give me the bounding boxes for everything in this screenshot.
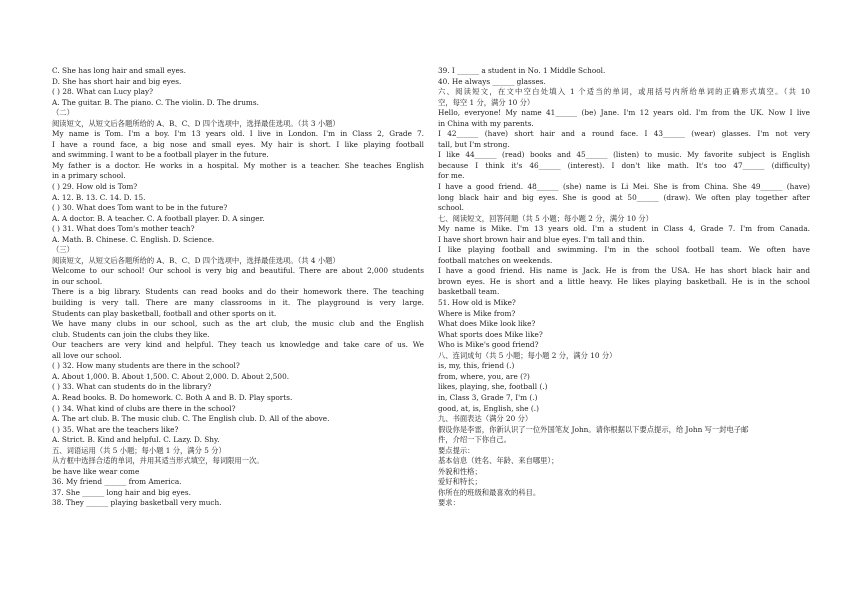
text-line: A. Math. B. Chinese. C. English. D. Science. [52,234,215,244]
text-line: club. Students can join the clubs they like. [52,329,210,339]
text-line: 五、词语运用（共 5 小题；每小题 1 分，满分 5 分） [52,445,226,455]
text-line: for me. [438,171,465,181]
text-line: C. She has long hair and small eyes. [52,66,186,75]
text-line: ( ) 35. What are the teachers like? [52,424,179,434]
text-line: 39. I ______ a student in No. 1 Middle School. [438,66,606,75]
text-line: What sports does Mike like? [438,329,543,339]
text-line: D. She has short hair and big eyes. [52,76,182,86]
text-line: in China with my parents. [438,118,534,128]
text-line: 基本信息（姓名、年龄、来自哪里）； [438,456,559,466]
text-line: 36. My friend ______ from America. [52,477,182,487]
text-line: good, at, is, English, she (.) [438,403,539,413]
text-line: basketball team. [438,287,500,297]
text-line: I have a round face, a big nose and small eyes. My hair is short. I like playing football [52,139,424,149]
text-line: Where is Mike from? [438,308,516,318]
text-line: because I think it's 46______ (interest). I don't like math. It's too 47______ (difficulty) [438,160,810,170]
text-line: in a primary school. [52,171,126,181]
text-line: tall, but I'm strong. [438,139,510,149]
text-line: 要求： [438,498,460,508]
text-line: building is very tall. There are many classrooms in it. The playground is very large. [52,298,424,308]
text-line: Who is Mike's good friend? [438,340,539,350]
text-line: ( ) 28. What can Lucy play? [52,87,153,97]
text-line: ( ) 29. How old is Tom? [52,182,138,192]
text-line: ( ) 31. What does Tom's mother teach? [52,224,195,234]
text-line: ( ) 33. What can students do in the library? [52,382,212,392]
text-line: all love our school. [52,350,122,360]
text-line: school. [438,203,464,213]
text-line: A. The art club. B. The music club. C. The English club. D. All of the above. [52,414,330,424]
text-line: A. Strict. B. Kind and helpful. C. Lazy. D. Shy. [52,435,220,445]
text-line: 38. They ______ playing basketball very much. [52,498,222,508]
text-line: 六、阅读短文，在文中空白处填入 1 个适当的单词，或用括号内所给单词的正确形式填空。（共 10 [438,87,810,97]
text-line: brown eyes. He is short and a little heavy. He likes playing basketball. He is in the school [438,276,810,286]
text-line: is, my, this, friend (.) [438,361,515,371]
text-line: 要点提示： [438,445,475,455]
text-line: Our teachers are very kind and helpful. They teach us knowledge and take care of us. We [52,340,424,350]
text-line: 40. He always ______ glasses. [438,76,546,86]
text-line: （二） [52,108,74,118]
text-line: What does Mike look like? [438,319,536,329]
text-line: football matches on weekends. [438,255,553,265]
text-line: There is a big library. Students can read books and do their homework there. The teaching [52,287,424,297]
text-line: 七、阅读短文，回答问题（共 5 小题；每小题 2 分，满分 10 分） [438,213,653,223]
text-line: My name is Tom. I'm a boy. I'm 13 years old. I live in London. I'm in Class 2, Grade 7. [52,129,424,139]
text-line: I have a good friend. 48______ (she) name is Li Mei. She is from China. She 49______ (have) [438,182,810,192]
text-line: I have a good friend. His name is Jack. He is from the USA. He has short black hair and [438,266,810,276]
text-line: 九、书面表达（满分 20 分） [438,414,533,424]
text-line: 阅读短文，从短文后各题所给的 A、B、C、D 四个选项中，选择最佳选项。（共 4 小题） [52,255,340,265]
text-line: I have short brown hair and blue eyes. I'm tall and thin. [438,234,645,244]
left-column [52,66,424,509]
text-line: ( ) 32. How many students are there in the school? [52,361,240,371]
text-line: likes, playing, she, football (.) [438,382,548,392]
text-line: from, where, you, are (?) [438,371,530,381]
text-line: 空，每空 1 分，满分 10 分） [438,97,535,107]
text-line: ( ) 30. What does Tom want to be in the future? [52,203,228,213]
text-line: 件，介绍一下你自己。 [438,435,511,445]
text-line: ( ) 34. What kind of clubs are there in the school? [52,403,236,413]
text-line: A. A doctor. B. A teacher. C. A football player. D. A singer. [52,213,265,223]
text-line: 八、连词成句（共 5 小题；每小题 2 分，满分 10 分） [438,350,617,360]
text-line: 你所在的班级和最喜欢的科目。 [438,487,541,497]
right-column [438,66,810,509]
text-line: in our school. [52,276,103,286]
text-line: 阅读短文，从短文后各题所给的 A、B、C、D 四个选项中，选择最佳选项。（共 3 小题） [52,118,340,128]
text-line: in, Class 3, Grade 7, I'm (.) [438,392,538,402]
text-line: My father is a doctor. He works in a hospital. My mother is a teacher. She teaches English [52,160,424,170]
text-line: 37. She ______ long hair and big eyes. [52,487,191,497]
text-line: and swimming. I want to be a football player in the future. [52,150,269,160]
text-line: 从方框中选择合适的单词，并用其适当形式填空，每词限用一次。 [52,456,264,466]
text-line: A. About 1,000. B. About 1,500. C. About 2,000. D. About 2,500. [52,371,290,381]
text-line: Hello, everyone! My name 41______ (be) Jane. I'm 12 years old. I'm from the UK. Now I live [438,108,810,118]
text-line: I like playing football and swimming. I'm in the school football team. We often have [438,245,810,255]
text-line: 51. How old is Mike? [438,298,516,308]
text-line: A. Read books. B. Do homework. C. Both A and B. D. Play sports. [52,392,293,402]
text-line: （三） [52,245,74,255]
text-line: 爱好和特长； [438,477,482,487]
text-line: We have many clubs in our school, such as the art club, the music club and the English [52,319,424,329]
text-line: Students can play basketball, football and other sports on it. [52,308,277,318]
text-line: 假设你是李雷，你新认识了一位外国笔友 John。请你根据以下要点提示，给 John 写一封电子邮 [438,424,749,434]
text-line: long black hair and big eyes. She is good at 50______ (draw). We often play together after [438,192,810,202]
text-line: A. The guitar. B. The piano. C. The violin. D. The drums. [52,97,259,107]
text-line: 外貌和性格； [438,466,482,476]
text-line: My name is Mike. I'm 13 years old. I'm a student in Class 4, Grade 7. I'm from Canada. [438,224,810,234]
text-line: I 42______ (have) short hair and a round face. I 43______ (wear) glasses. I'm not very [438,129,810,139]
text-line: Welcome to our school! Our school is very big and beautiful. There are about 2,000 students [52,266,424,276]
text-line: I like 44______ (read) books and 45______ (listen) to music. My favorite subject is English [438,150,810,160]
text-line: A. 12. B. 13. C. 14. D. 15. [52,192,146,202]
text-line: be have like wear come [52,466,140,476]
